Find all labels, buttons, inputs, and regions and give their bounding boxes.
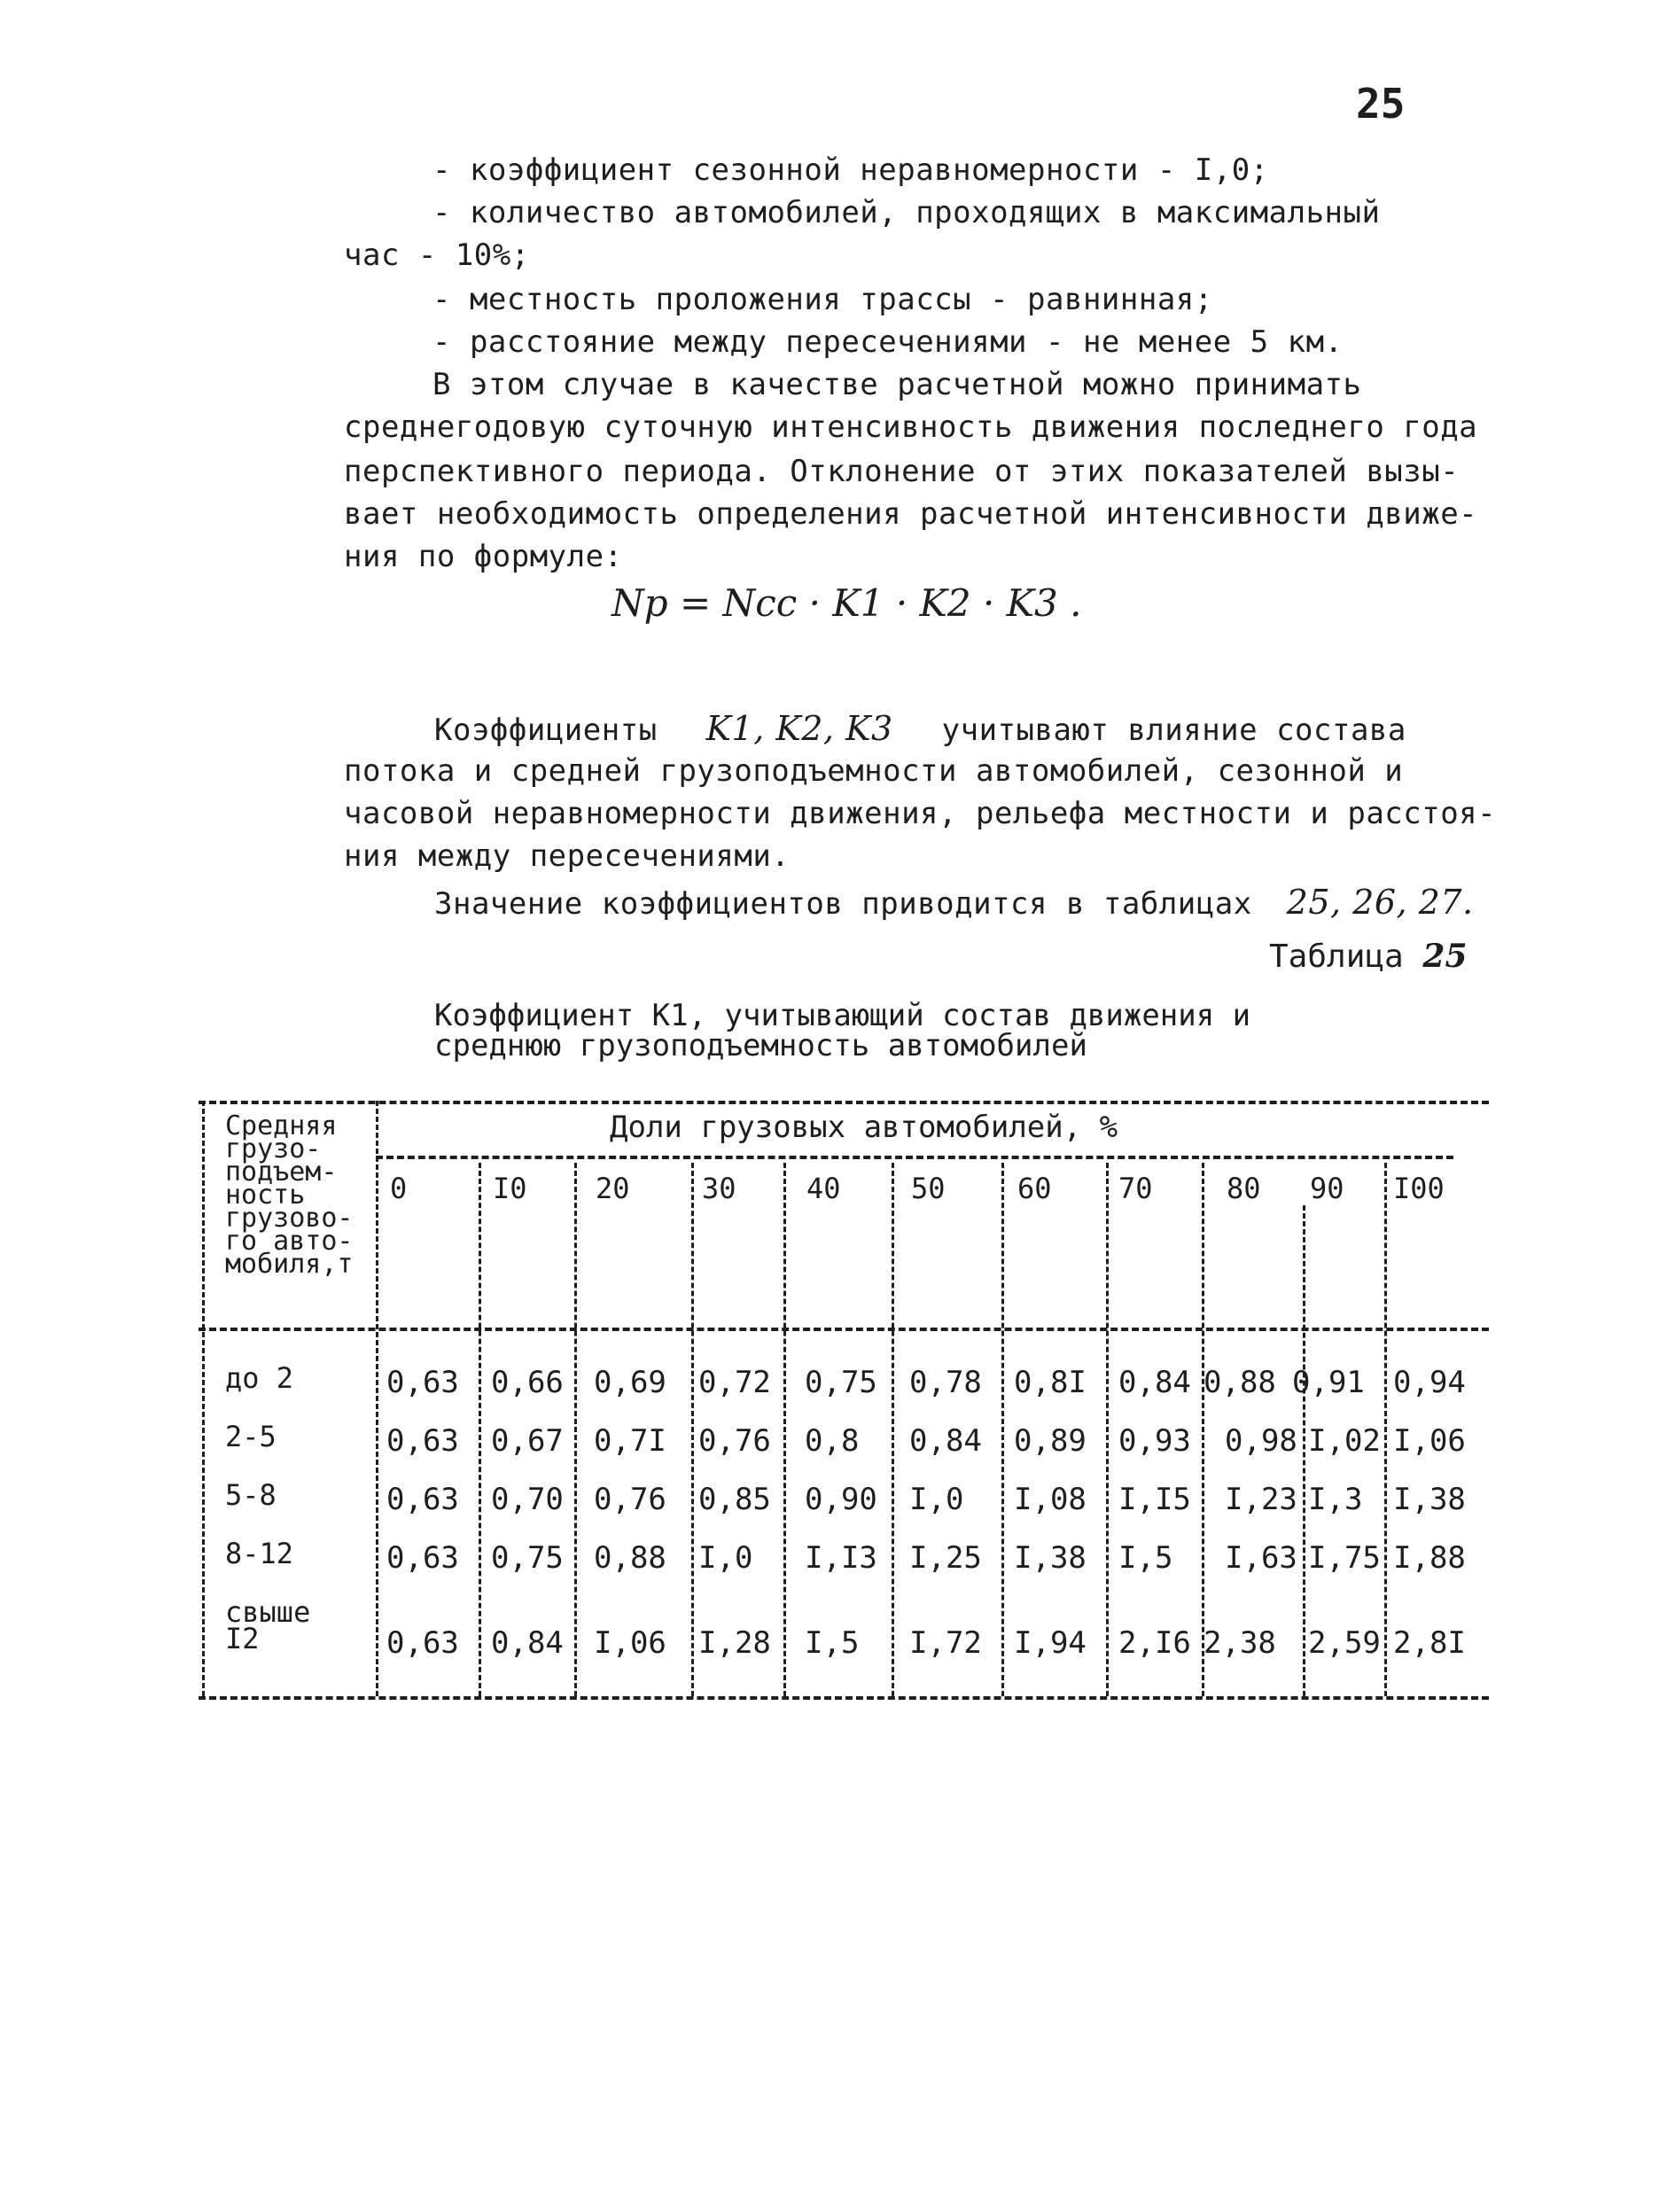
column-header: 60 xyxy=(1017,1172,1052,1205)
column-header: 90 xyxy=(1310,1172,1344,1205)
table-rule xyxy=(199,1328,1489,1331)
table-cell: I,I3 xyxy=(805,1540,877,1576)
table-border xyxy=(479,1163,481,1696)
table-cell: 0,63 xyxy=(386,1625,459,1661)
column-header: 30 xyxy=(702,1172,736,1205)
coef-line xyxy=(434,709,1406,748)
row-header-line: го авто- xyxy=(225,1226,354,1257)
row-header-line: подъем- xyxy=(225,1157,338,1188)
table-border xyxy=(1001,1163,1004,1696)
table-cell: I,02 xyxy=(1308,1423,1381,1459)
table-cell: 0,63 xyxy=(386,1423,459,1459)
text-line: вает необходимость определения расчетной интенсивности движе- xyxy=(344,496,1478,532)
text-line: перспективного периода. Отклонение от этих показателей вызы- xyxy=(344,454,1460,489)
table-label-number: 25 xyxy=(1422,938,1468,975)
text-line: В этом случае в качестве расчетной можно принимать xyxy=(432,367,1362,402)
table-cell: 0,93 xyxy=(1118,1423,1191,1459)
table-cell: 0,63 xyxy=(386,1540,459,1576)
table-cell: 0,89 xyxy=(1014,1423,1087,1459)
table-cell: I,3 xyxy=(1308,1482,1363,1517)
table-border xyxy=(574,1163,577,1696)
coef-symbols: K1, K2, K3 xyxy=(705,709,893,748)
table-cell: 2,38 xyxy=(1204,1625,1276,1661)
text-line: - местность проложения трассы - равнинная; xyxy=(432,282,1213,317)
table-cell: 0,85 xyxy=(698,1482,771,1517)
table-cell: 0,91 xyxy=(1292,1365,1365,1400)
table-border xyxy=(691,1163,694,1696)
table-cell: 0,72 xyxy=(698,1365,771,1400)
table-cell: I,38 xyxy=(1393,1482,1466,1517)
table-cell: I,23 xyxy=(1225,1482,1297,1517)
table-cell: 0,78 xyxy=(909,1365,982,1400)
table-cell: I,0 xyxy=(698,1540,753,1576)
table-border xyxy=(1303,1205,1305,1696)
coef-text: Коэффициенты xyxy=(434,713,658,748)
column-header: 70 xyxy=(1118,1172,1153,1205)
table-caption: Коэффициент K1, учитывающий состав движения и xyxy=(434,998,1251,1033)
table-cell: 0,63 xyxy=(386,1482,459,1517)
row-label: свыше xyxy=(225,1595,311,1629)
table-cell: 0,75 xyxy=(491,1540,564,1576)
table-label xyxy=(1269,938,1468,975)
coef-line: ния между пересечениями. xyxy=(344,838,791,874)
table-cell: I,0 xyxy=(909,1482,964,1517)
formula: Np = Ncc · K1 · K2 · K3 . xyxy=(611,581,1082,625)
table-cell: 2,59 xyxy=(1308,1625,1381,1661)
column-header: 0 xyxy=(390,1172,408,1205)
table-cell: 2,I6 xyxy=(1118,1625,1191,1661)
table-cell: I,94 xyxy=(1014,1625,1087,1661)
column-header: 50 xyxy=(911,1172,946,1205)
table-cell: 2,8I xyxy=(1393,1625,1466,1661)
table-rule xyxy=(199,1696,1489,1700)
table-cell: I,38 xyxy=(1014,1540,1087,1576)
table-cell: I,5 xyxy=(1118,1540,1173,1576)
table-cell: 0,90 xyxy=(805,1482,877,1517)
column-header: I0 xyxy=(493,1172,527,1205)
row-header-line: грузово- xyxy=(225,1203,354,1234)
row-label: 5-8 xyxy=(225,1478,277,1512)
table-caption: среднюю грузоподъемность автомобилей xyxy=(434,1028,1087,1063)
table-cell: I,25 xyxy=(909,1540,982,1576)
table-cell: 0,76 xyxy=(698,1423,771,1459)
text-line: среднегодовую суточную интенсивность движения последнего года xyxy=(344,409,1478,445)
text-line: - количество автомобилей, проходящих в максимальный xyxy=(432,195,1381,230)
row-label: 8-12 xyxy=(225,1537,294,1570)
row-header-line: грузо- xyxy=(225,1133,322,1164)
table-cell: 0,88 xyxy=(1204,1365,1276,1400)
table-cell: 0,66 xyxy=(491,1365,564,1400)
row-header-line: ность xyxy=(225,1180,306,1211)
row-header xyxy=(225,1110,354,1280)
table-cell: I,06 xyxy=(1393,1423,1466,1459)
table-label-word: Таблица xyxy=(1269,939,1404,975)
table-rule xyxy=(199,1101,1489,1104)
table-cell: 0,88 xyxy=(594,1540,666,1576)
table-cell: 0,75 xyxy=(805,1365,877,1400)
group-header: Доли грузовых автомобилей, % xyxy=(610,1110,1118,1145)
column-header: I00 xyxy=(1393,1172,1445,1205)
row-header-line: мобиля,т xyxy=(225,1249,354,1280)
coef-line xyxy=(434,883,1474,922)
row-header-line: Средняя xyxy=(225,1110,338,1141)
table-cell: I,88 xyxy=(1393,1540,1466,1576)
column-header: 80 xyxy=(1227,1172,1261,1205)
table-cell: I,63 xyxy=(1225,1540,1297,1576)
table-border xyxy=(376,1101,378,1696)
coef-line: часовой неравномерности движения, рельефа местности и расстоя- xyxy=(344,796,1497,831)
coef-line: потока и средней грузоподъемности автомобилей, сезонной и xyxy=(344,753,1404,789)
table-cell: 0,8I xyxy=(1014,1365,1087,1400)
text-line: ния по формуле: xyxy=(344,539,623,574)
table-cell: 0,94 xyxy=(1393,1365,1466,1400)
table-cell: I,06 xyxy=(594,1625,666,1661)
text-line: час - 10%; xyxy=(344,238,530,273)
table-border xyxy=(783,1163,786,1696)
table-cell: 0,8 xyxy=(805,1423,860,1459)
table-border xyxy=(1384,1163,1387,1696)
table-cell: 0,7I xyxy=(594,1423,666,1459)
text-line: - коэффициент сезонной неравномерности - I,0; xyxy=(432,152,1269,188)
table-cell: I,75 xyxy=(1308,1540,1381,1576)
table-cell: I,72 xyxy=(909,1625,982,1661)
table-cell: 0,98 xyxy=(1225,1423,1297,1459)
table-refs: 25, 26, 27. xyxy=(1286,883,1474,922)
table-cell: I,08 xyxy=(1014,1482,1087,1517)
table-cell: I,I5 xyxy=(1118,1482,1191,1517)
table-border xyxy=(892,1163,894,1696)
table-cell: 0,84 xyxy=(1118,1365,1191,1400)
table-cell: 0,84 xyxy=(491,1625,564,1661)
table-cell: I,28 xyxy=(698,1625,771,1661)
table-cell: 0,84 xyxy=(909,1423,982,1459)
table-border xyxy=(202,1101,205,1696)
text-line: - расстояние между пересечениями - не менее 5 км. xyxy=(432,324,1344,360)
table-cell: 0,63 xyxy=(386,1365,459,1400)
table-border xyxy=(1106,1163,1109,1696)
table-cell: 0,69 xyxy=(594,1365,666,1400)
column-header: 40 xyxy=(806,1172,841,1205)
table-rule xyxy=(376,1156,1453,1159)
table-border xyxy=(1202,1163,1204,1696)
coef-text: Значение коэффициентов приводится в таблицах xyxy=(434,886,1252,922)
row-label: до 2 xyxy=(225,1361,294,1395)
table-cell: I,5 xyxy=(805,1625,860,1661)
table-cell: 0,76 xyxy=(594,1482,666,1517)
column-header: 20 xyxy=(596,1172,630,1205)
table-cell: 0,70 xyxy=(491,1482,564,1517)
page-number: 25 xyxy=(1356,80,1406,128)
coef-text: учитывают влияние состава xyxy=(941,713,1406,748)
row-label: 2-5 xyxy=(225,1420,277,1453)
row-label: I2 xyxy=(225,1622,260,1655)
table-cell: 0,67 xyxy=(491,1423,564,1459)
